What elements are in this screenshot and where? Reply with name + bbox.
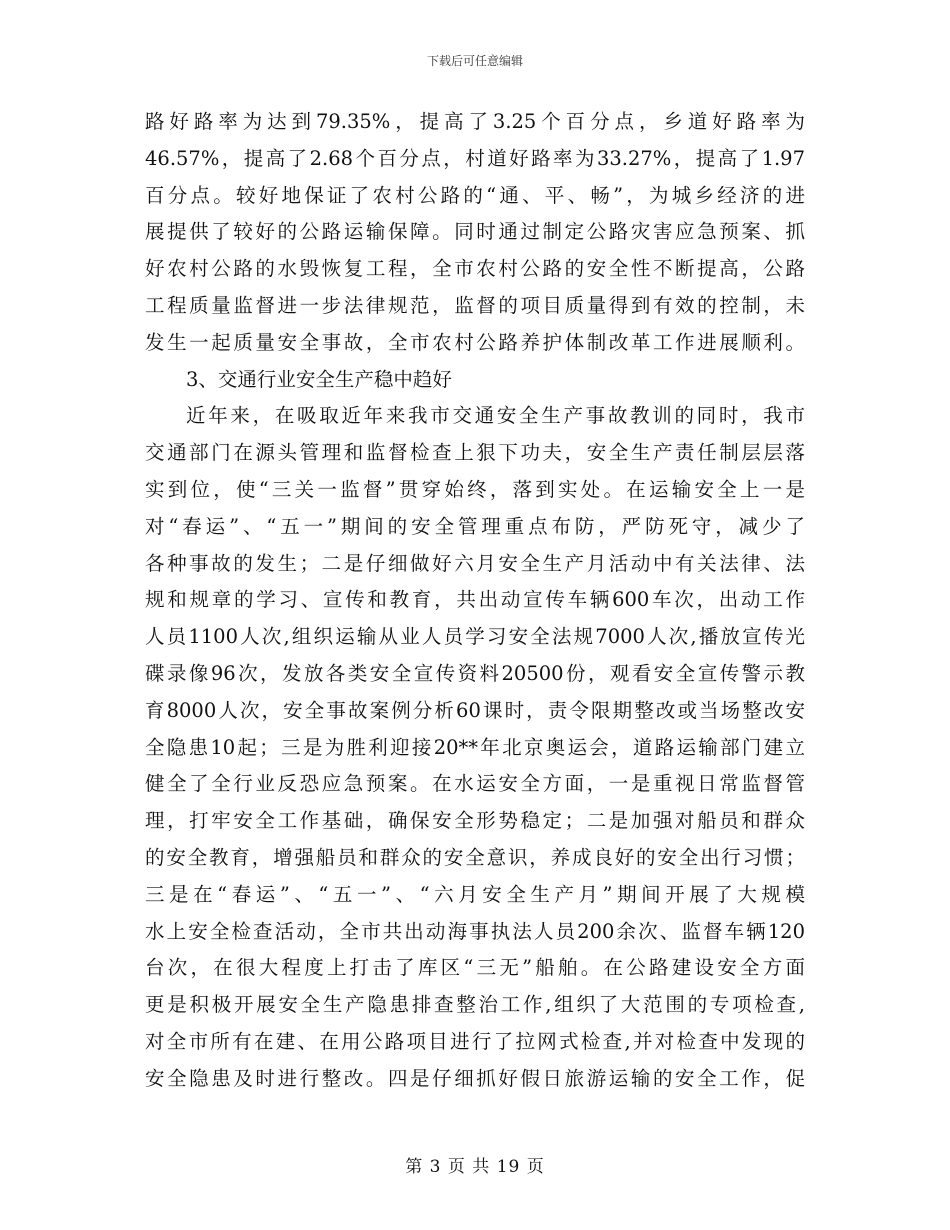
document-body bbox=[145, 104, 805, 1098]
paragraph-first-line: 近年来，在吸取近年来我市交通安全生产事故教训的同时，我市 bbox=[186, 404, 805, 428]
page-number-footer: 第 3 页 共 19 页 bbox=[405, 1157, 545, 1177]
text-line: 好农村公路的水毁恢复工程，全市农村公路的安全性不断提高，公路 bbox=[145, 257, 805, 281]
text-line: 展提供了较好的公路运输保障。同时通过制定公路灾害应急预案、抓 bbox=[145, 220, 805, 244]
text-line: 更是积极开展安全生产隐患排查整治工作,组织了大范围的专项检查, bbox=[145, 993, 805, 1017]
text-line: 理，打牢安全工作基础，确保安全形势稳定；二是加强对船员和群众 bbox=[145, 809, 805, 833]
text-line: 全隐患10起；三是为胜利迎接20**年北京奥运会，道路运输部门建立 bbox=[145, 735, 805, 759]
text-line: 三是在“春运”、“五一”、“六月安全生产月”期间开展了大规模 bbox=[145, 882, 805, 906]
text-line: 各种事故的发生；二是仔细做好六月安全生产月活动中有关法律、法 bbox=[145, 551, 805, 575]
text-line: 对“春运”、“五一”期间的安全管理重点布防，严防死守，减少了 bbox=[145, 514, 805, 538]
section-heading: 3、交通行业安全生产稳中趋好 bbox=[186, 367, 452, 391]
text-line: 规和规章的学习、宣传和教育，共出动宣传车辆600车次，出动工作 bbox=[145, 588, 805, 612]
text-line: 的安全教育，增强船员和群众的安全意识，养成良好的安全出行习惯； bbox=[145, 845, 805, 869]
page-header: 下载后可任意编辑 bbox=[426, 54, 523, 68]
text-line: 路好路率为达到79.35%，提高了3.25个百分点，乡道好路率为 bbox=[145, 110, 805, 133]
text-line: 交通部门在源头管理和监督检查上狠下功夫，安全生产责任制层层落 bbox=[145, 441, 805, 465]
text-line: 46.57%，提高了2.68个百分点，村道好路率为33.27%，提高了1.97 bbox=[145, 146, 805, 170]
text-line: 台次，在很大程度上打击了库区“三无”船舶。在公路建设安全方面 bbox=[145, 956, 805, 980]
text-line: 安全隐患及时进行整改。四是仔细抓好假日旅游运输的安全工作，促 bbox=[145, 1066, 805, 1090]
text-line: 碟录像96次，发放各类安全宣传资料20500份，观看安全宣传警示教 bbox=[145, 661, 805, 685]
text-line: 对全市所有在建、在用公路项目进行了拉网式检查,并对检查中发现的 bbox=[145, 1029, 805, 1053]
text-line: 水上安全检查活动，全市共出动海事执法人员200余次、监督车辆120 bbox=[145, 919, 805, 943]
text-line: 百分点。较好地保证了农村公路的“通、平、畅”，为城乡经济的进 bbox=[145, 183, 805, 207]
text-line: 发生一起质量安全事故，全市农村公路养护体制改革工作进展顺利。 bbox=[145, 330, 805, 354]
text-line: 健全了全行业反恐应急预案。在水运安全方面，一是重视日常监督管 bbox=[145, 772, 805, 796]
text-line: 工程质量监督进一步法律规范，监督的项目质量得到有效的控制，未 bbox=[145, 293, 805, 317]
text-line: 实到位，使“三关一监督”贯穿始终，落到实处。在运输安全上一是 bbox=[145, 477, 805, 501]
text-line: 育8000人次，安全事故案例分析60课时，责令限期整改或当场整改安 bbox=[145, 698, 805, 722]
text-line: 人员1100人次,组织运输从业人员学习安全法规7000人次,播放宣传光 bbox=[145, 625, 805, 649]
